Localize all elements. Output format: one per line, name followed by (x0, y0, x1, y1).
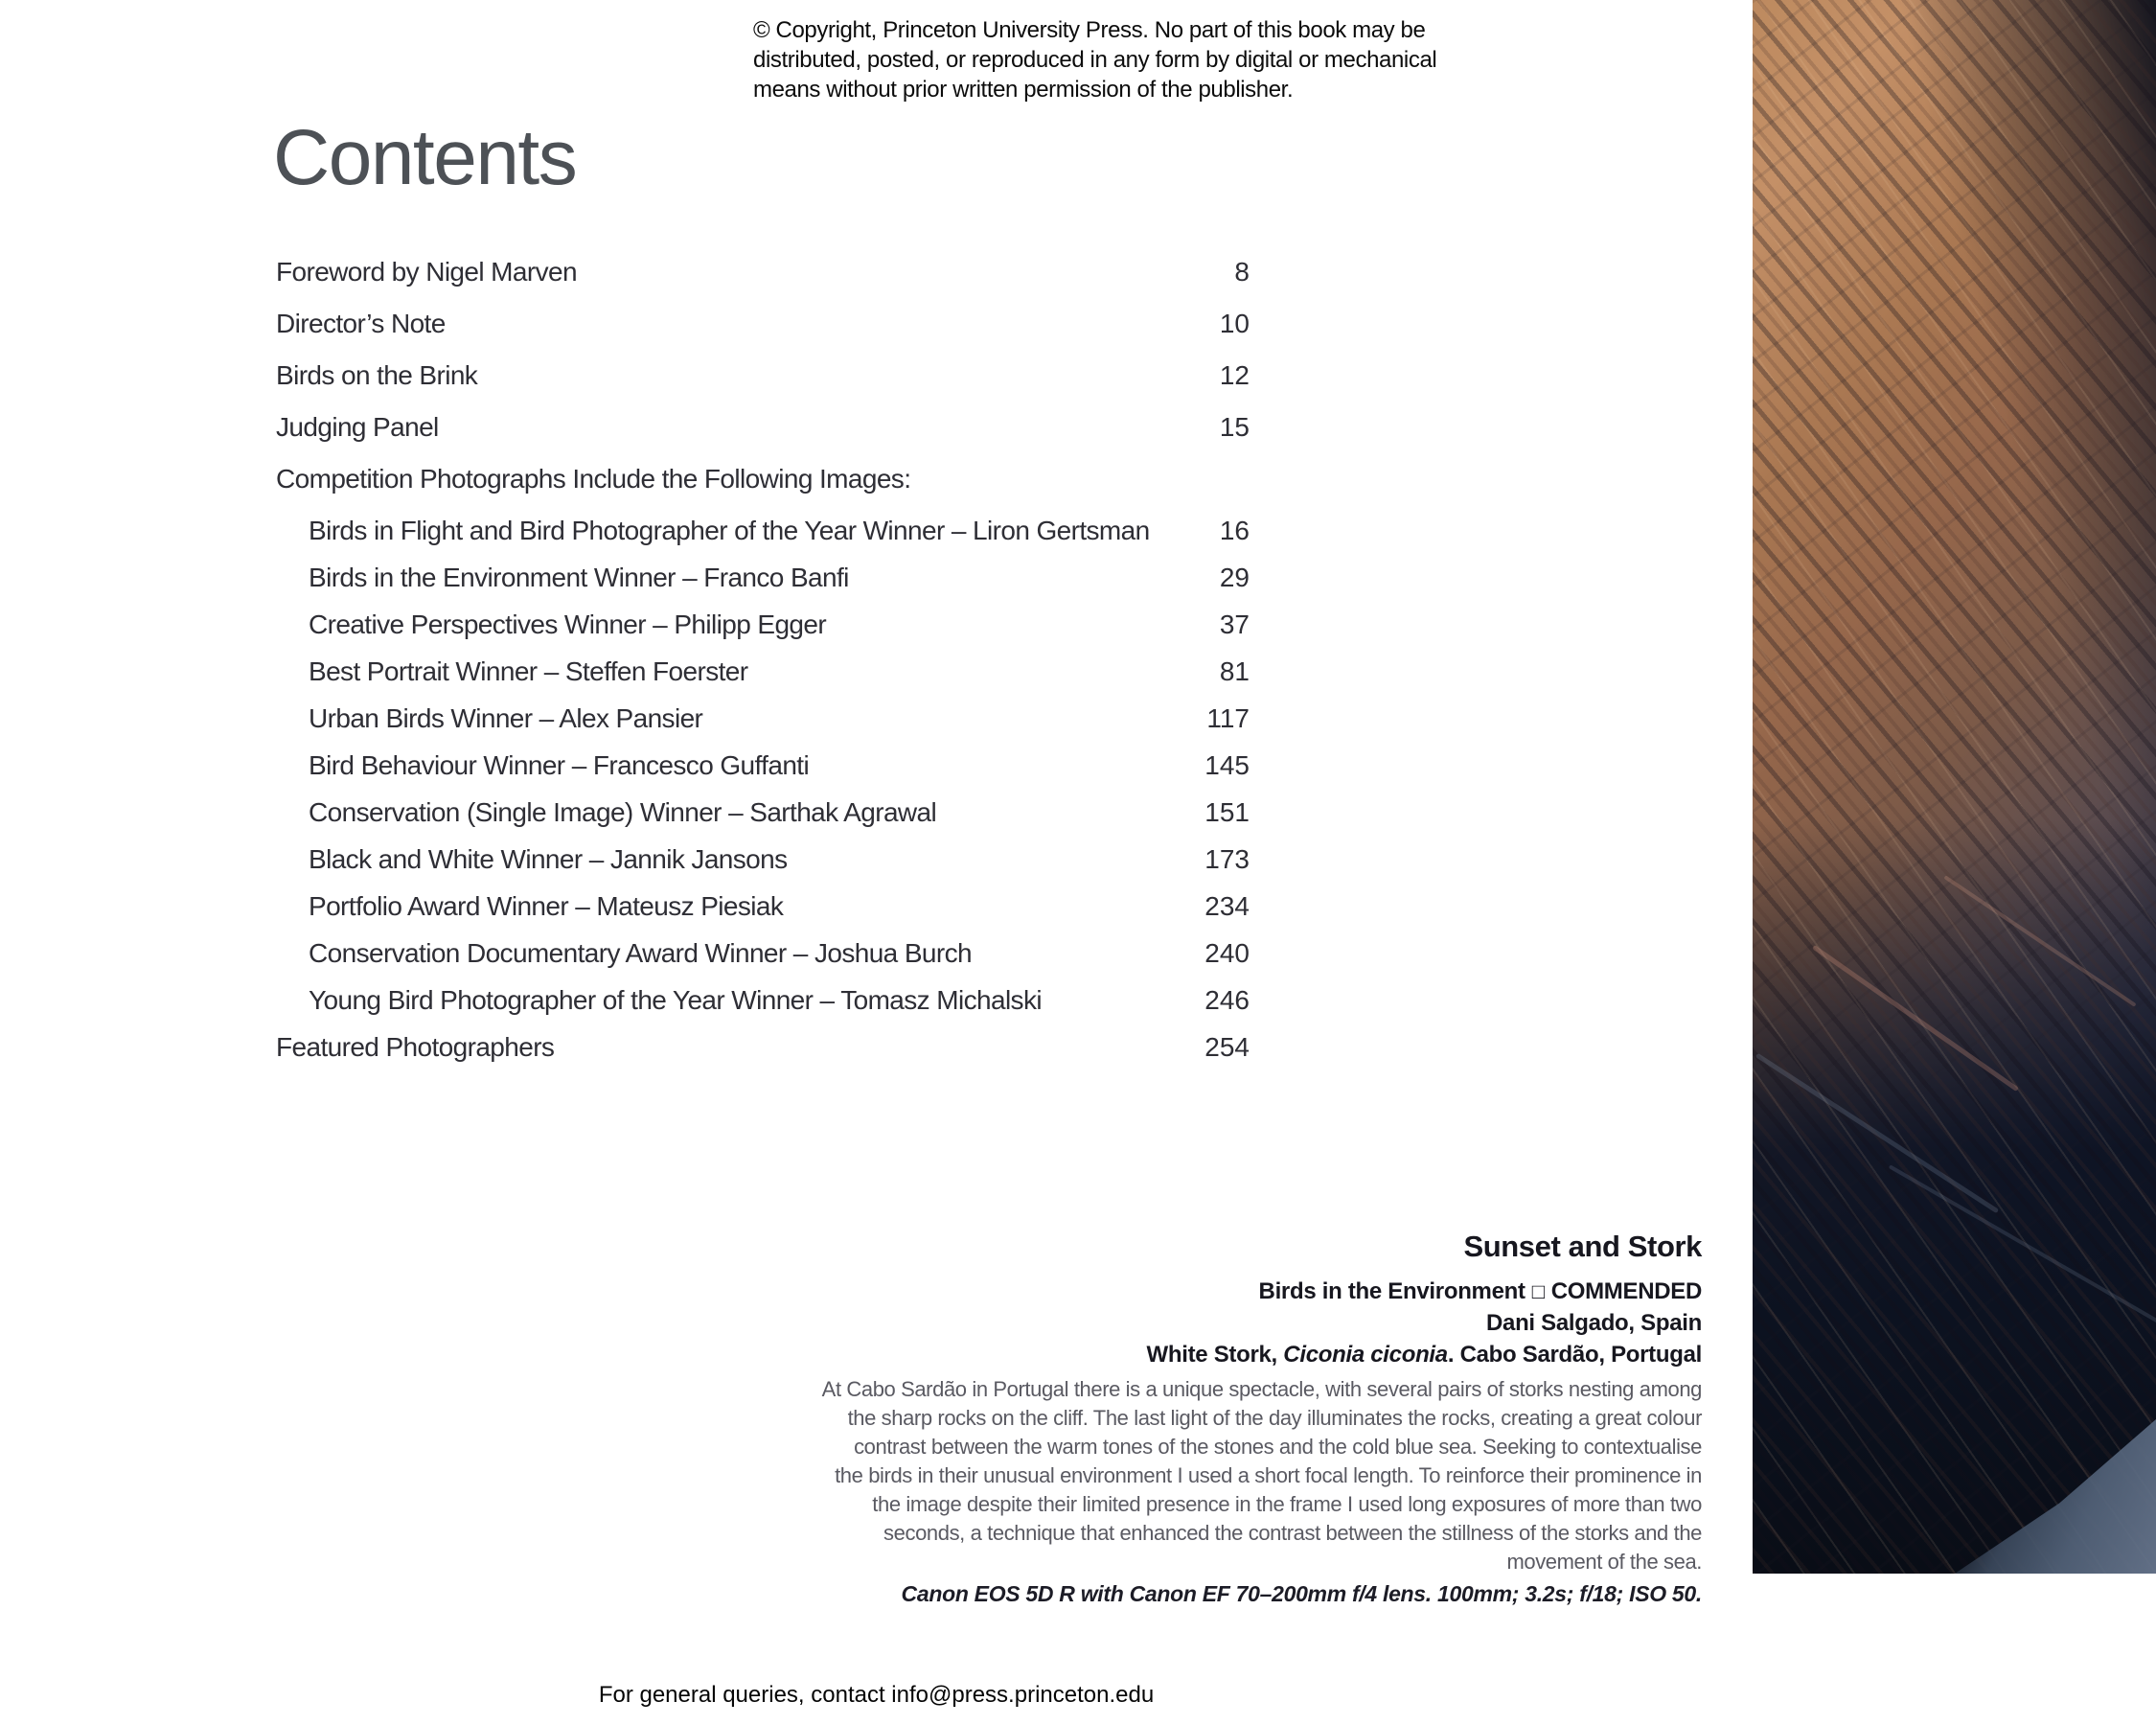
toc-entry-page: 29 (1219, 563, 1250, 592)
toc-entry-page: 81 (1219, 656, 1250, 686)
toc-entry-page: 234 (1204, 891, 1250, 921)
toc-row (276, 797, 1250, 828)
photo-highlight-streak (1812, 945, 2019, 1092)
copyright-line: © Copyright, Princeton University Press. No part of this book may be (753, 17, 1426, 43)
toc-entry-label: Conservation (Single Image) Winner – Sarthak Agrawal (309, 797, 937, 827)
cliff-photo (1753, 0, 2156, 1574)
toc-entry-label: Black and White Winner – Jannik Jansons (309, 844, 788, 874)
caption-title: Sunset and Stork (1463, 1230, 1702, 1263)
copyright-line: means without prior written permission of the publisher. (753, 77, 1294, 103)
toc-entry-page: 12 (1219, 360, 1250, 390)
page-title: Contents (273, 114, 577, 201)
toc-entry-label: Portfolio Award Winner – Mateusz Piesiak (309, 891, 784, 921)
toc-entry-page: 151 (1204, 797, 1250, 827)
toc-entry-label: Bird Behaviour Winner – Francesco Guffanti (309, 750, 810, 780)
caption-camera-info: Canon EOS 5D R with Canon EF 70–200mm f/4 lens. 100mm; 3.2s; f/18; ISO 50. (901, 1581, 1702, 1606)
caption-photographer: Dani Salgado, Spain (1485, 1310, 1702, 1336)
photo-blue-rocks-region (1955, 1406, 2156, 1574)
toc-row (276, 309, 1250, 339)
toc-row (276, 360, 1250, 391)
caption-category-line (820, 1276, 1702, 1307)
toc-entry-page: 10 (1219, 309, 1250, 338)
footer-contact: For general queries, contact info@press.princeton.edu (598, 1682, 1155, 1708)
copyright-line: distributed, posted, or reproduced in any form by digital or mechanical (753, 47, 1437, 73)
toc-row (276, 750, 1250, 781)
toc-row (276, 1032, 1250, 1063)
toc-row (276, 412, 1250, 443)
caption-species-line (820, 1339, 1702, 1370)
toc-row (276, 656, 1250, 687)
toc-row (276, 257, 1250, 288)
toc-entry-label: Young Bird Photographer of the Year Winner – Tomasz Michalski (309, 985, 1042, 1015)
toc-row (276, 610, 1250, 640)
toc-entry-label: Birds in Flight and Bird Photographer of the Year Winner – Liron Gertsman (309, 516, 1150, 545)
toc-entry-label: Birds on the Brink (276, 360, 478, 390)
photo-highlight-streak (1943, 875, 2136, 1007)
species-latin-name: Ciconia ciconia (1283, 1342, 1448, 1368)
toc-entry-page: 145 (1204, 750, 1250, 780)
caption-award: COMMENDED (1550, 1278, 1702, 1304)
toc-entry-page: 117 (1206, 703, 1250, 733)
toc-entry-label: Competition Photographs Include the Following Images: (276, 464, 911, 494)
toc-entry-label: Best Portrait Winner – Steffen Foerster (309, 656, 748, 686)
toc-entry-page: 15 (1219, 412, 1250, 442)
toc-entry-label: Foreword by Nigel Marven (276, 257, 577, 287)
toc-row (276, 985, 1250, 1016)
copyright-notice (753, 15, 1443, 104)
photo-texture-streak (1889, 1164, 2156, 1330)
toc-entry-page: 8 (1234, 257, 1250, 287)
species-suffix: . Cabo Sardão, Portugal (1447, 1342, 1702, 1368)
toc-entry-page: 37 (1219, 610, 1250, 639)
photo-caption (820, 1230, 1702, 1609)
species-prefix: White Stork, (1146, 1342, 1284, 1368)
toc-entry-label: Creative Perspectives Winner – Philipp Egger (309, 610, 827, 639)
toc-row (276, 563, 1250, 593)
table-of-contents (276, 257, 1250, 1084)
toc-row (276, 516, 1250, 546)
toc-row (276, 464, 1250, 494)
toc-row (276, 891, 1250, 922)
caption-category: Birds in the Environment (1258, 1278, 1525, 1304)
toc-entry-page: 246 (1204, 985, 1250, 1015)
caption-description: At Cabo Sardão in Portugal there is a unique spectacle, with several pairs of storks nesting among the sharp rocks on the cliff. The last light of the day illuminates the rocks, creating a great colour contrast between the warm tones of the stones and the cold blue sea. Seeking to contextualise the birds in their unusual environment I used a short focal length. To reinforce their prominence in the image despite their limited presence in the frame I used long exposures of more than two seconds, a technique that enhanced the contrast between the stillness of the storks and the movement of the sea. (821, 1377, 1702, 1574)
toc-entry-page: 254 (1204, 1032, 1250, 1062)
toc-entry-label: Urban Birds Winner – Alex Pansier (309, 703, 703, 733)
toc-entry-label: Birds in the Environment Winner – Franco Banfi (309, 563, 849, 592)
toc-entry-label: Judging Panel (276, 412, 439, 442)
toc-entry-label: Featured Photographers (276, 1032, 555, 1062)
toc-entry-page: 240 (1204, 938, 1250, 968)
toc-entry-page: 173 (1204, 844, 1250, 874)
toc-row (276, 938, 1250, 969)
toc-row (276, 844, 1250, 875)
toc-entry-label: Conservation Documentary Award Winner – Joshua Burch (309, 938, 972, 968)
photo-texture-streak (1755, 1053, 1999, 1214)
toc-entry-page: 16 (1219, 516, 1250, 545)
toc-row (276, 703, 1250, 734)
toc-entry-label: Director’s Note (276, 309, 446, 338)
square-icon: □ (1531, 1279, 1545, 1303)
